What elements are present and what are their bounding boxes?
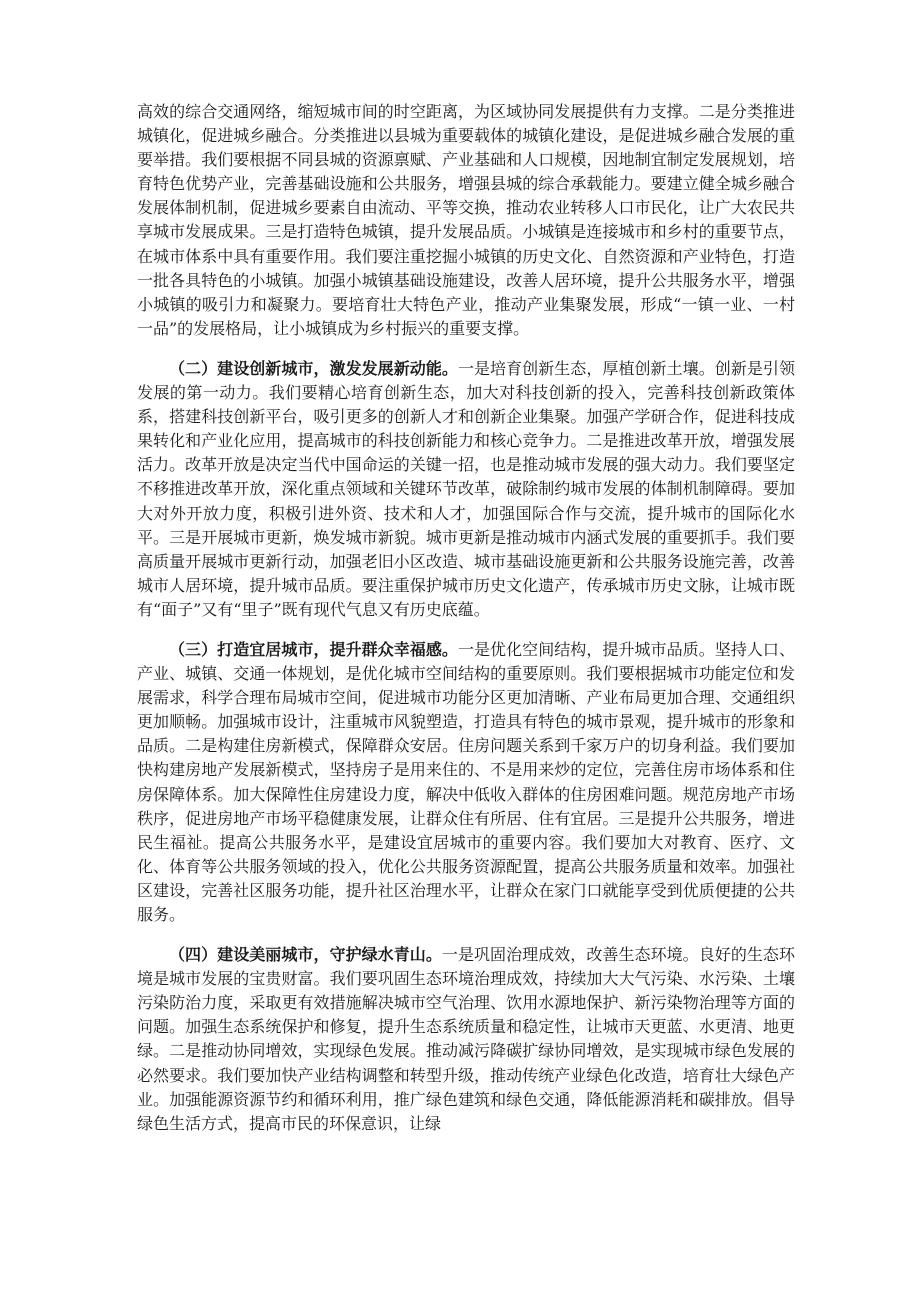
paragraph-text: 一是优化空间结构，提升城市品质。坚持人口、产业、城镇、交通一体规划，是优化城市空间结构的重要原则。我们要根据城市功能定位和发展需求，科学合理布局城市空间，促进城市功能分区更加清晰、产业布局更加合理、交通组织更加顺畅。加强城市设计，注重城市风貌塑造，打造具有特色的城市景观，提升城市的形象和品质。二是构建住房新模式，保障群众安居。住房问题关系到千家万户的切身利益。我们要加快构建房地产发展新模式，坚持房子是用来住的、不是用来炒的定位，完善住房市场体系和住房保障体系。加大保障性住房建设力度，解决中低收入群体的住房困难问题。规范房地产市场秩序，促进房地产市场平稳健康发展，让群众住有所居、住有宜居。三是提升公共服务，增进民生福祉。提高公共服务水平，是建设宜居城市的重要内容。我们要加大对教育、医疗、文化、体育等公共服务领域的投入，优化公共服务资源配置，提高公共服务质量和效率。加强社区建设，完善社区服务功能，提升社区治理水平，让群众在家门口就能享受到优质便捷的公共服务。 (137, 639, 795, 924)
document-page (137, 100, 795, 1136)
section-heading-4: （四）建设美丽城市，守护绿水青山。 (169, 945, 442, 965)
paragraph-text: 一是巩固治理成效，改善生态环境。良好的生态环境是城市发展的宝贵财富。我们要巩固生态环境治理成效，持续加大大气污染、水污染、土壤污染防治力度，采取更有效措施解决城市空气治理、饮用水源地保护、新污染物治理等方面的问题。加强生态系统保护和修复，提升生态系统质量和稳定性，让城市天更蓝、水更清、地更绿。二是推动协同增效，实现绿色发展。推动减污降碳扩绿协同增效，是实现城市绿色发展的必然要求。我们要加快产业结构调整和转型升级，推动传统产业绿色化改造，培育壮大绿色产业。加强能源资源节约和循环利用，推广绿色建筑和绿色交通，降低能源消耗和碳排放。倡导绿色生活方式，提高市民的环保意识，让绿 (137, 945, 795, 1133)
section-heading-2: （二）建设创新城市，激发发展新动能。 (169, 358, 458, 378)
paragraph-text: 高效的综合交通网络，缩短城市间的时空距离，为区域协同发展提供有力支撑。二是分类推进城镇化，促进城乡融合。分类推进以县城为重要载体的城镇化建设，是促进城乡融合发展的重要举措。我们要根据不同县城的资源禀赋、产业基础和人口规模，因地制宜制定发展规划，培育特色优势产业，完善基础设施和公共服务，增强县城的综合承载能力。要建立健全城乡融合发展体制机制，促进城乡要素自由流动、平等交换，推动农业转移人口市民化，让广大农民共享城市发展成果。三是打造特色城镇，提升发展品质。小城镇是连接城市和乡村的重要节点，在城市体系中具有重要作用。我们要注重挖掘小城镇的历史文化、自然资源和产业特色，打造一批各具特色的小城镇。加强小城镇基础设施建设，改善人居环境，提升公共服务水平，增强小城镇的吸引力和凝聚力。要培育壮大特色产业，推动产业集聚发展，形成“一镇一业、一村一品”的发展格局，让小城镇成为乡村振兴的重要支撑。 (137, 102, 795, 338)
section-heading-3: （三）打造宜居城市，提升群众幸福感。 (169, 639, 458, 659)
paragraph-text: 一是培育创新生态，厚植创新土壤。创新是引领发展的第一动力。我们要精心培育创新生态，加大对科技创新的投入，完善科技创新政策体系，搭建科技创新平台，吸引更多的创新人才和创新企业集聚。加强产学研合作，促进科技成果转化和产业化应用，提高城市的科技创新能力和核心竞争力。二是推进改革开放，增强发展活力。改革开放是决定当代中国命运的关键一招，也是推动城市发展的强大动力。我们要坚定不移推进改革开放，深化重点领域和关键环节改革，破除制约城市发展的体制机制障碍。要加大对外开放力度，积极引进外资、技术和人才，加强国际合作与交流，提升城市的国际化水平。三是开展城市更新，焕发城市新貌。城市更新是推动城市内涵式发展的重要抓手。我们要高质量开展城市更新行动，加强老旧小区改造、城市基础设施更新和公共服务设施完善，改善城市人居环境，提升城市品质。要注重保护城市历史文化遗产，传承城市历史文脉，让城市既有“面子”又有“里子”既有现代气息又有历史底蕴。 (137, 358, 795, 619)
paragraph-beautiful-city (137, 943, 795, 1136)
paragraph-innovative-city (137, 357, 795, 622)
paragraph-livable-city (137, 638, 795, 927)
paragraph-urbanization (137, 100, 795, 341)
